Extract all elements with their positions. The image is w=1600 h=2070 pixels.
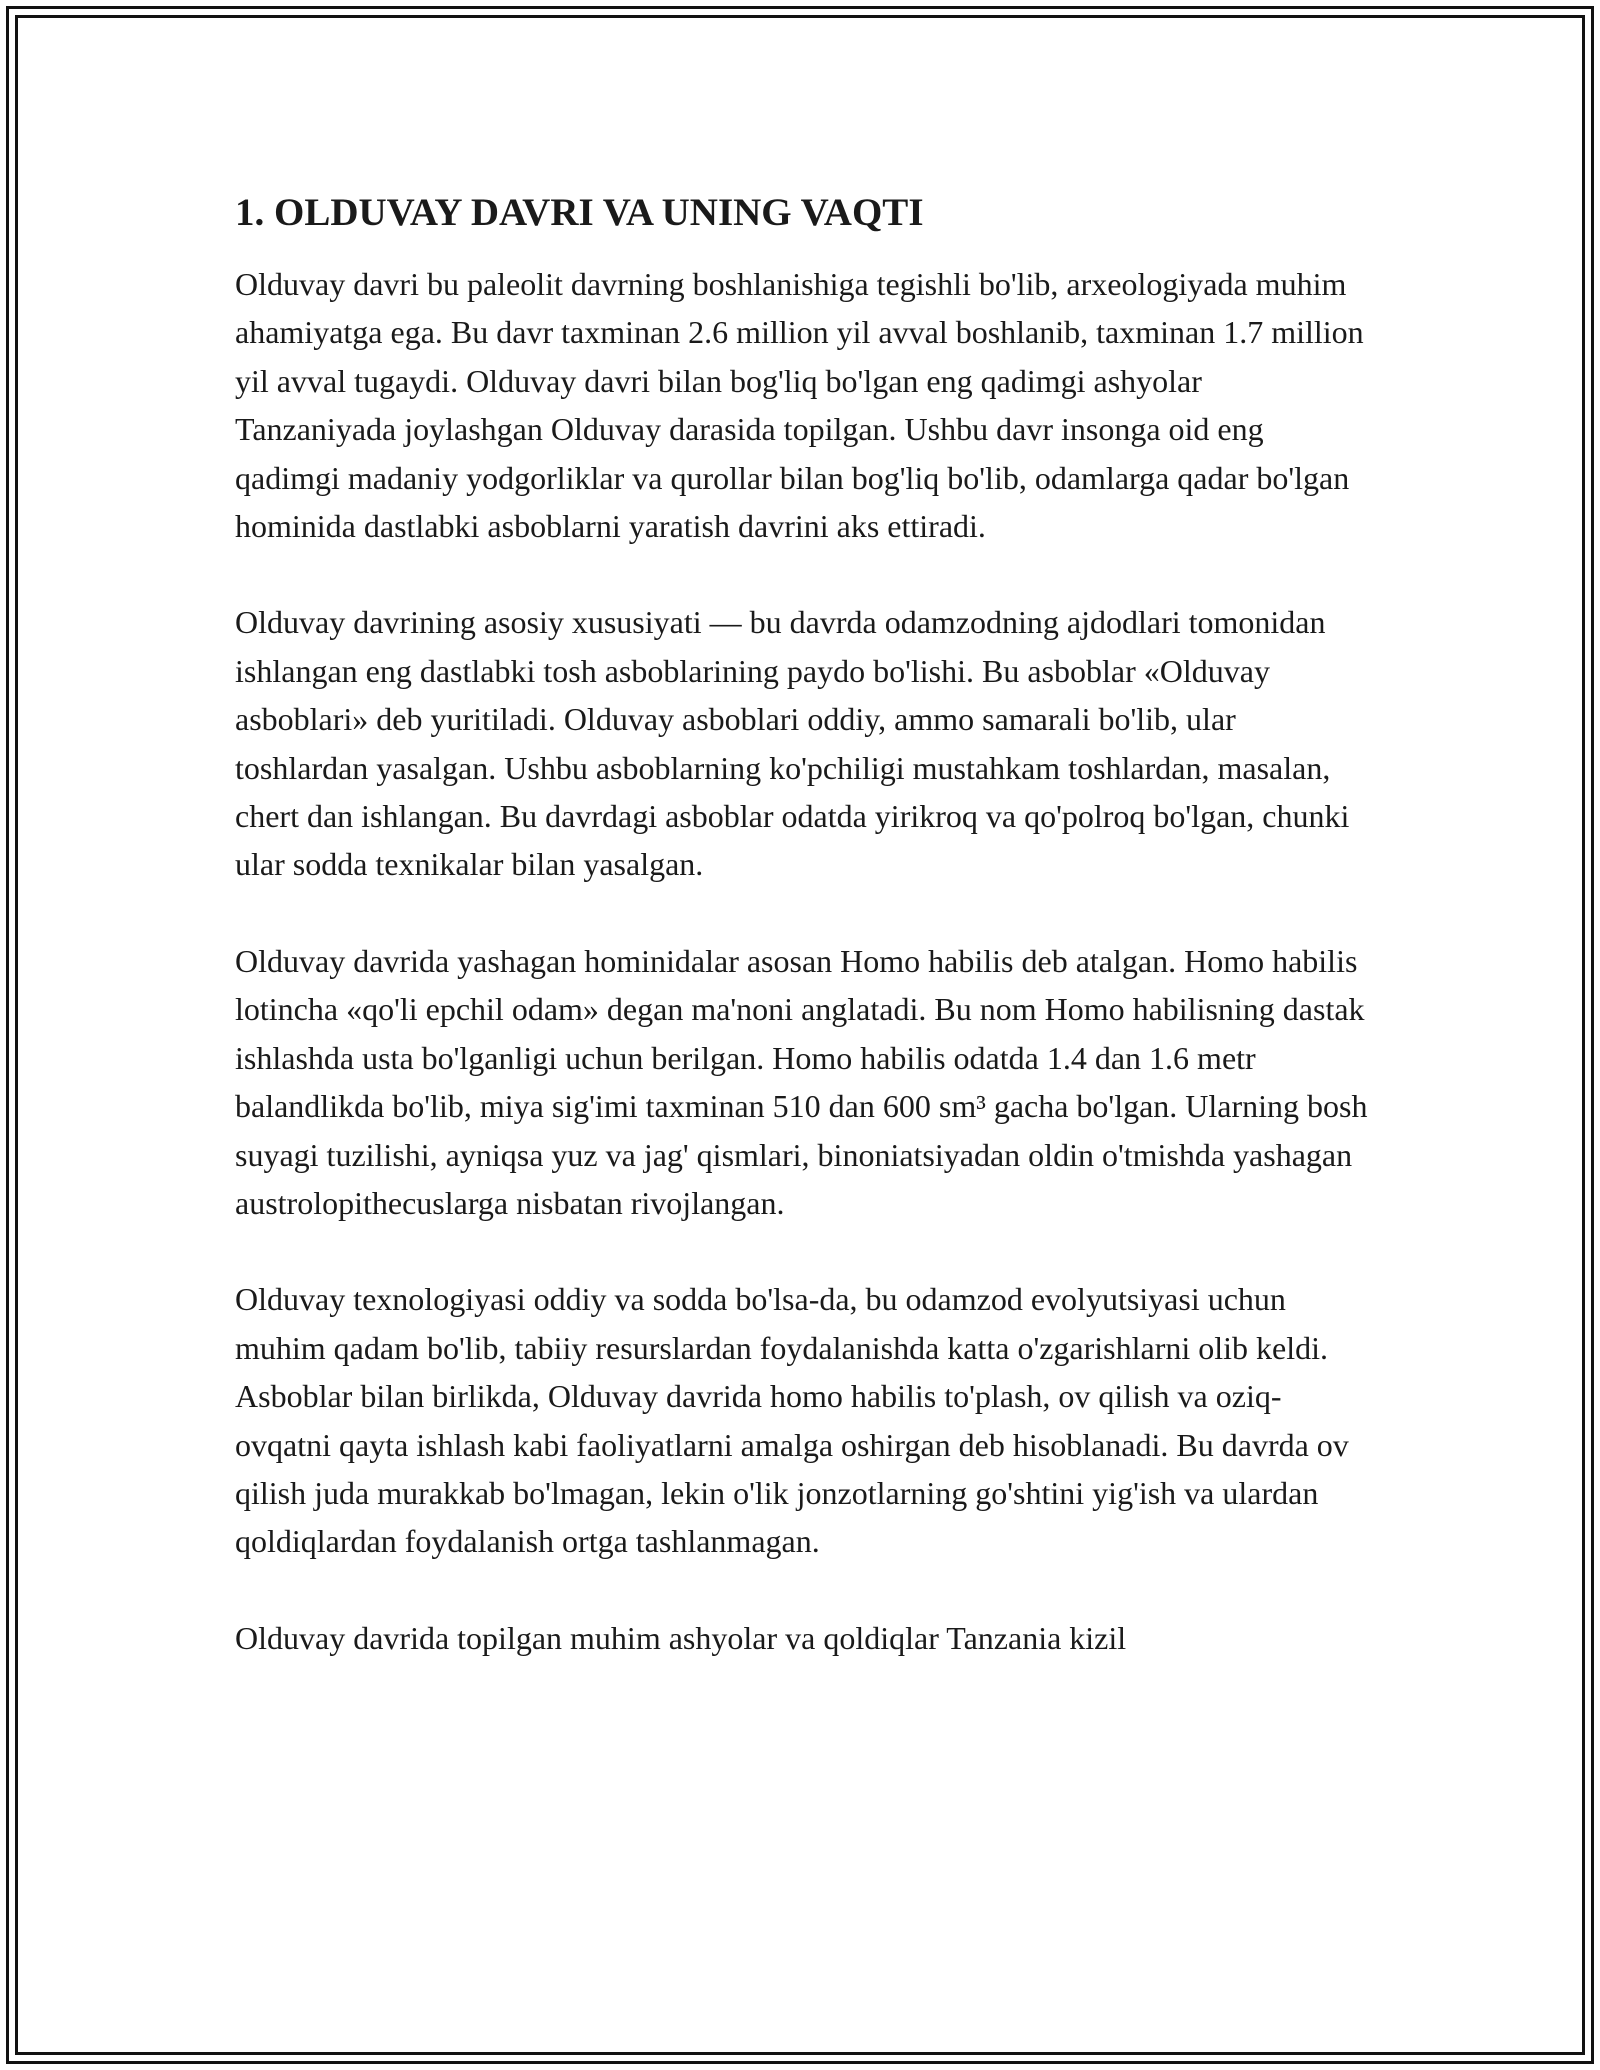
paragraph-5: Olduvay davrida topilgan muhim ashyolar va qoldiqlar Tanzania kizil (235, 1619, 1127, 1656)
section-heading: 1. OLDUVAY DAVRI VA UNING VAQTI (235, 191, 924, 234)
document-body (235, 188, 1370, 1710)
paragraph-4: Olduvay texnologiyasi oddiy va sodda bo'lsa-da, bu odamzod evolyutsiyasi uchun muhim qadam bo'lib, tabiiy resurslardan foydalanishda katta o'zgarishlarni olib keldi. Asboblar bilan birlikda, Olduvay davrida homo habilis to'plash, ov qilish va oziq-ovqatni qayta ishlash kabi faoliyatlarni amalga oshirgan deb hisoblanadi. Bu davrda ov qilish juda murakkab bo'lmagan, lekin o'lik jonzotlarning go'shtini yig'ish va ulardan qoldiqlardan foydalanish ortga tashlanmagan. (235, 1281, 1349, 1560)
paragraph-2: Olduvay davrining asosiy xususiyati — bu davrda odamzodning ajdodlari tomonidan ishlangan eng dastlabki tosh asboblarining paydo bo'lishi. Bu asboblar «Olduvay asboblari» deb yuritiladi. Olduvay asboblari oddiy, ammo samarali bo'lib, ular toshlardan yasalgan. Ushbu asboblarning ko'pchiligi mustahkam toshlardan, masalan, chert dan ishlangan. Bu davrdagi asboblar odatda yirikroq va qo'polroq bo'lgan, chunki ular sodda texnikalar bilan yasalgan. (235, 604, 1350, 883)
paragraph-1: Olduvay davri bu paleolit davrning boshlanishiga tegishli bo'lib, arxeologiyada muhim ahamiyatga ega. Bu davr taxminan 2.6 million yil avval boshlanib, taxminan 1.7 million yil avval tugaydi. Olduvay davri bilan bog'liq bo'lgan eng qadimgi ashyolar Tanzaniyada joylashgan Olduvay darasida topilgan. Ushbu davr insonga oid eng qadimgi madaniy yodgorliklar va qurollar bilan bog'liq bo'lib, odamlarga qadar bo'lgan hominida dastlabki asboblarni yaratish davrini aks ettiradi. (235, 266, 1364, 545)
paragraph-3: Olduvay davrida yashagan hominidalar asosan Homo habilis deb atalgan. Homo habilis lotincha «qo'li epchil odam» degan ma'noni anglatadi. Bu nom Homo habilisning dastak ishlashda usta bo'lganligi uchun berilgan. Homo habilis odatda 1.4 dan 1.6 metr balandlikda bo'lib, miya sig'imi taxminan 510 dan 600 sm³ gacha bo'lgan. Ularning bosh suyagi tuzilishi, ayniqsa yuz va jag' qismlari, binoniatsiyadan oldin o'tmishda yashagan austrolopithecuslarga nisbatan rivojlangan. (235, 942, 1368, 1221)
